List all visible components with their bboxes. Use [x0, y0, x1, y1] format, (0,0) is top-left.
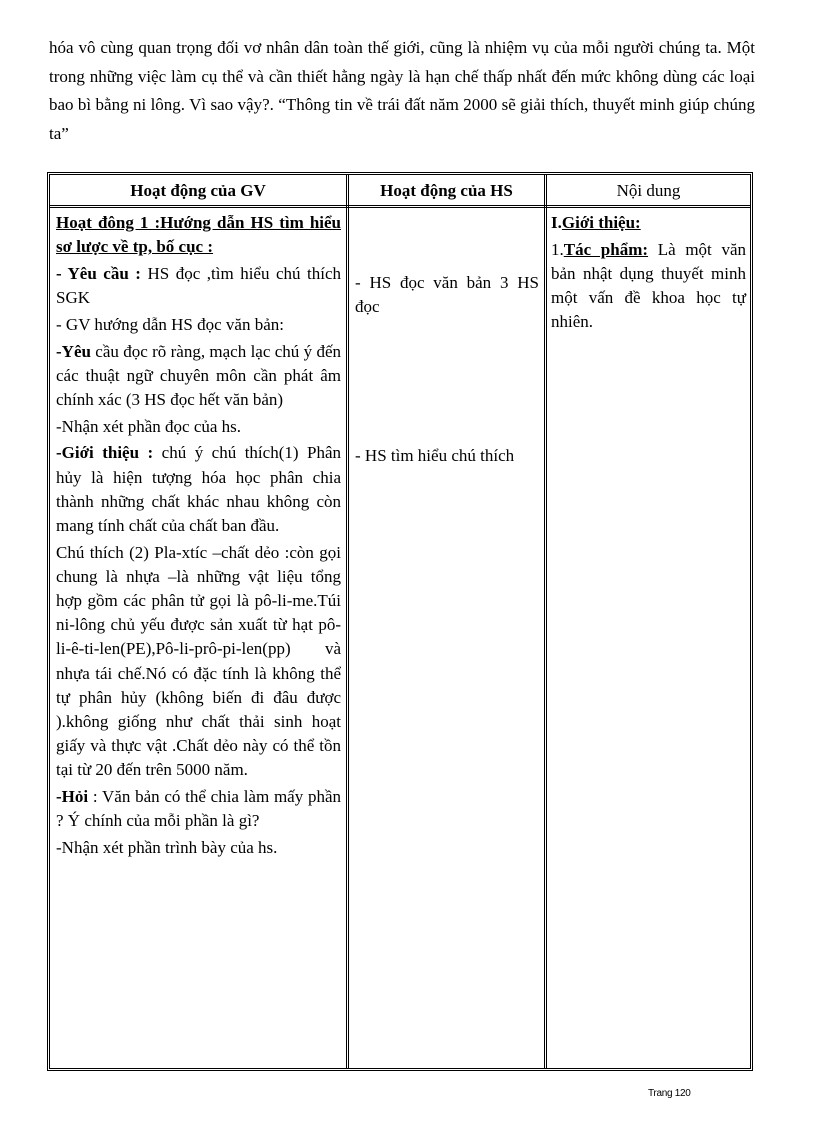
header-hs: Hoạt động của HS: [380, 181, 513, 200]
gv-introduction: -Giới thiệu : chú ý chú thích(1) Phân hủy là hiện tượng hóa học phân chia thành những chất khác nhau không còn mang tính chất của chất ban đầu.: [56, 443, 341, 535]
gv-guide-reading: - GV hướng dẫn HS đọc văn bản:: [56, 314, 284, 334]
header-gv: Hoạt động của GV: [130, 181, 266, 200]
gv-cell: [56, 211, 341, 863]
hs-study-notes: - HS tìm hiểu chú thích: [355, 446, 515, 466]
gv-review-reading: -Nhận xét phần đọc của hs.: [56, 416, 242, 436]
lesson-table: [47, 172, 753, 1071]
section-heading: I.Giới thiệu:: [551, 213, 641, 232]
gv-question: -Hỏi : Văn bản có thể chia làm mấy phần ? Ý chính của mỗi phần là gì?: [56, 787, 341, 831]
hs-cell: [355, 271, 539, 471]
gv-reading-requirements: -Yêu cầu đọc rõ ràng, mạch lạc chú ý đến các thuật ngữ chuyên môn cần phát âm chính xác (3 HS đọc hết văn bản): [56, 341, 341, 409]
gv-activity-title: Hoạt đông 1 :Hướng dẫn HS tìm hiểu sơ lược về tp, bố cục :: [56, 213, 341, 257]
gv-review-presentation: -Nhận xét phần trình bày của hs.: [56, 838, 278, 858]
content-cell: [551, 211, 746, 337]
work-description: 1.Tác phẩm: Là một văn bản nhật dụng thuyết minh một vấn đề khoa học tự nhiên.: [551, 239, 746, 332]
header-content: Nội dung: [616, 181, 681, 200]
column-content: [544, 175, 750, 1068]
intro-paragraph: hóa vô cùng quan trọng đối vơ nhân dân toàn thế giới, cũng là nhiệm vụ của mỗi người chúng ta. Một trong những việc làm cụ thể và cần thiết hằng ngày là hạn chế thấp nhất đến mức không dùng các loại bao bì bằng ni lông. Vì sao vậy?. “Thông tin về trái đất năm 2000 sẽ giải thích, thuyết minh giúp chúng ta”: [49, 38, 755, 143]
gv-note-plastic: Chú thích (2) Pla-xtíc –chất dẻo :còn gọi chung là nhựa –là những vật liệu tổng hợp gồm các phân tử gọi là pô-li-me.Túi ni-lông chủ yếu được sản xuất từ hạt pô-li-ê-ti-len(PE),Pô-li-prô-pi-len(pp) và nhựa tái chế.Nó có đặc tính là không thể tự phân hủy (không biến đi đâu được ).không giống như chất thải sinh hoạt giấy và thực vật .Chất dẻo này có thể tồn tại từ 20 đến trên 5000 năm.: [56, 542, 341, 780]
gv-request: - Yêu cầu : HS đọc ,tìm hiểu chú thích SGK: [56, 263, 341, 308]
column-gv: [50, 175, 346, 1068]
hs-read-text: - HS đọc văn bản 3 HS đọc: [355, 273, 539, 317]
page-number: Trang 120: [648, 1088, 691, 1099]
column-hs: [346, 175, 544, 1068]
